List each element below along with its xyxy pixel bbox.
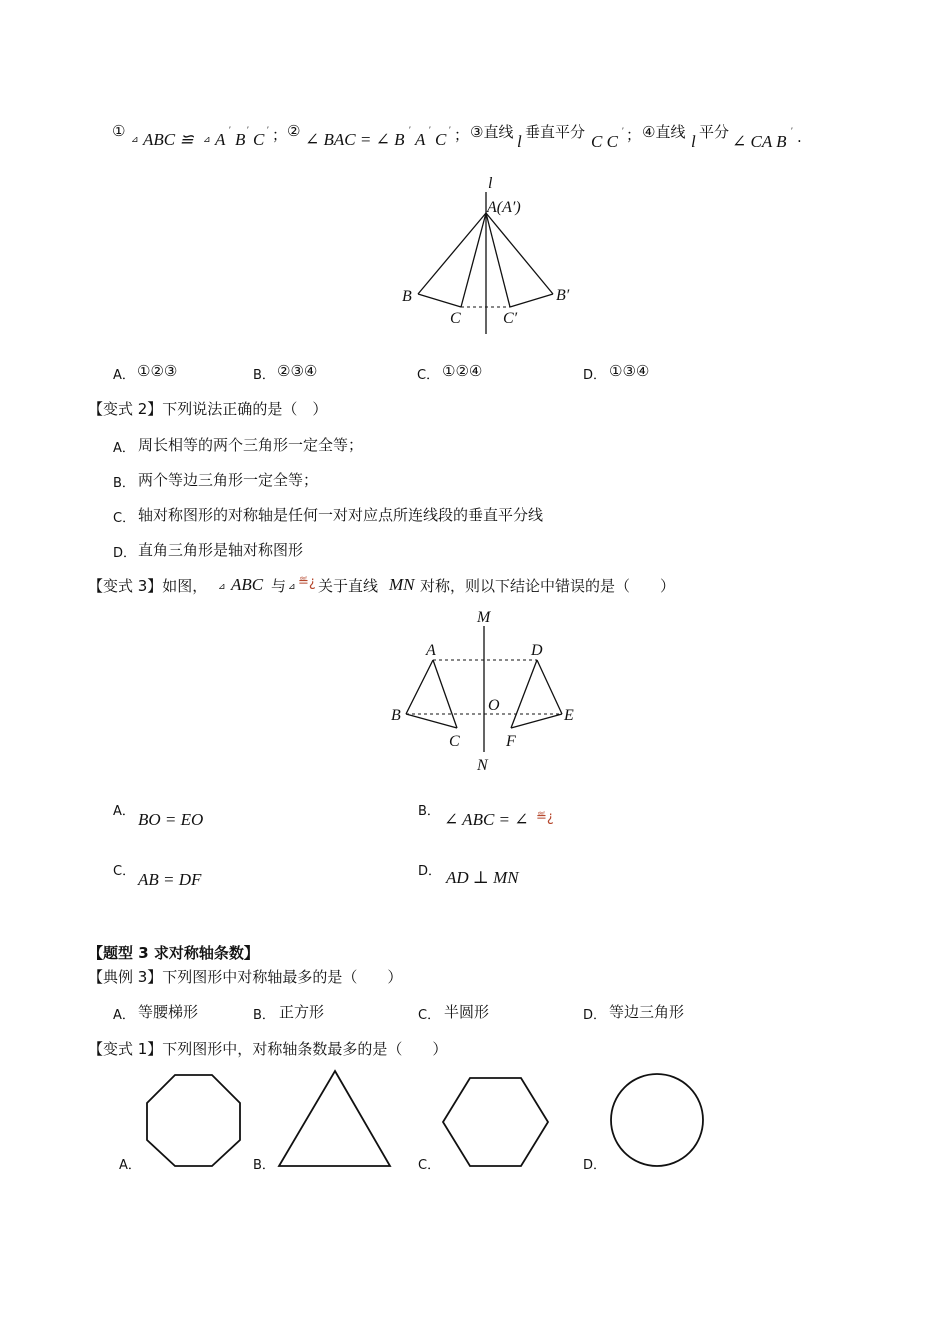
stmt3-cc: C C	[591, 132, 618, 151]
option-d[interactable]: 等边三角形	[609, 1003, 685, 1021]
stmt1-num: ①	[112, 122, 126, 140]
q3-title-mn: MN	[389, 575, 415, 594]
triangle-shape[interactable]	[279, 1071, 390, 1166]
label-A: A	[426, 642, 436, 659]
option-letter-b[interactable]: B．	[253, 1158, 275, 1173]
label-A: A(A′)	[487, 199, 521, 216]
option-d[interactable]: ①③④	[609, 362, 650, 380]
label-B: B	[391, 707, 401, 724]
label-N: N	[477, 757, 488, 774]
separator: ；	[272, 126, 288, 144]
stmt1-math-d: C	[253, 130, 265, 149]
q3-title-b: 与	[271, 577, 287, 595]
stmt2-math-c: C	[435, 130, 447, 149]
period: .	[797, 128, 802, 146]
stmt2-num: ②	[287, 122, 301, 140]
option-letter: B．	[113, 476, 135, 491]
stmt4-mid: 平分	[699, 123, 730, 141]
option-c[interactable]: AB = DF	[138, 870, 202, 889]
option-a[interactable]: 等腰梯形	[138, 1003, 199, 1021]
option-b[interactable]: 正方形	[279, 1003, 325, 1021]
stmt3-text: ③直线	[470, 123, 514, 141]
option-letter: C．	[113, 511, 136, 526]
stmt1-math-b: A	[215, 130, 226, 149]
circle-shape[interactable]	[611, 1074, 703, 1166]
separator: ；	[626, 126, 642, 144]
option-letter: D．	[583, 368, 607, 383]
option-letter-c[interactable]: C．	[418, 1158, 441, 1173]
label-D: D	[531, 642, 543, 659]
stmt3-mid: 垂直平分	[525, 123, 586, 141]
option-b[interactable]: 两个等边三角形一定全等；	[138, 471, 319, 489]
option-letter-a[interactable]: A．	[119, 1158, 141, 1173]
option-b[interactable]: ②③④	[277, 362, 318, 380]
q5-title: 【变式 1】下列图形中，对称轴条数最多的是（ ）	[88, 1040, 448, 1058]
q3-title-a: 【变式 3】如图，	[88, 577, 208, 595]
label-F: F	[506, 733, 516, 750]
triangle-symbol: ⊿	[131, 134, 139, 144]
q4-title: 【典例 3】下列图形中对称轴最多的是（ ）	[88, 968, 403, 986]
stmt4-l: l	[691, 132, 696, 151]
stmt2-math-b: A	[415, 130, 426, 149]
option-a[interactable]: ①②③	[137, 362, 178, 380]
option-b[interactable]: ∠ ABC = ∠	[444, 810, 529, 829]
label-E: E	[564, 707, 574, 724]
q3-title-garble: ≝¿	[298, 575, 316, 590]
option-letter: B．	[253, 368, 275, 383]
stmt1-math-c: B	[235, 130, 246, 149]
option-letter: D．	[583, 1008, 607, 1023]
q3-title-abc: ABC	[231, 575, 264, 594]
option-letter: D．	[113, 546, 137, 561]
option-letter-d[interactable]: D．	[583, 1158, 607, 1173]
prime-mark: ′	[429, 125, 431, 135]
label-l: l	[488, 175, 493, 192]
triangle-symbol: ⊿	[203, 134, 211, 144]
option-c[interactable]: 轴对称图形的对称轴是任何一对对应点所连线段的垂直平分线	[138, 506, 544, 524]
option-letter: A．	[113, 368, 135, 383]
prime-mark: ′	[449, 125, 451, 135]
stmt1-math-a: ABC ≌	[143, 130, 194, 149]
prime-mark: ′	[409, 125, 411, 135]
option-letter: C．	[418, 1008, 441, 1023]
separator: ；	[454, 126, 470, 144]
option-letter: C．	[417, 368, 440, 383]
prime-mark: ′	[267, 125, 269, 135]
option-letter: A．	[113, 804, 135, 819]
option-a[interactable]: BO = EO	[138, 810, 204, 829]
option-d[interactable]: 直角三角形是轴对称图形	[138, 541, 304, 559]
option-letter: A．	[113, 441, 135, 456]
q2-title: 【变式 2】下列说法正确的是（ ）	[88, 400, 328, 418]
option-c[interactable]: ①②④	[442, 362, 483, 380]
option-letter: D．	[418, 864, 442, 879]
option-d[interactable]: AD ⊥ MN	[446, 868, 519, 887]
section-title: 【题型 3 求对称轴条数】	[88, 944, 259, 962]
q3-title-c: 关于直线	[318, 577, 379, 595]
label-C: C	[450, 310, 461, 327]
triangle-symbol: ⊿	[218, 581, 226, 591]
label-C-prime: C′	[503, 310, 518, 327]
prime-mark: ′	[791, 126, 793, 136]
q3-title-d: 对称，则以下结论中错误的是（ ）	[420, 577, 676, 595]
label-C: C	[449, 733, 460, 750]
option-letter: C．	[113, 864, 136, 879]
label-B: B	[402, 288, 412, 305]
label-B-prime: B′	[556, 287, 570, 304]
prime-mark: ′	[229, 125, 231, 135]
option-c[interactable]: 半圆形	[444, 1003, 490, 1021]
label-O: O	[488, 697, 500, 714]
option-letter: B．	[253, 1008, 275, 1023]
prime-mark: ′	[622, 126, 624, 136]
stmt4-math: ∠ CA B	[732, 132, 787, 151]
option-letter: A．	[113, 1008, 135, 1023]
option-letter: B．	[418, 804, 440, 819]
triangle-symbol: ⊿	[288, 581, 296, 591]
stmt4-text: ④直线	[642, 123, 686, 141]
prime-mark: ′	[247, 125, 249, 135]
octagon-shape[interactable]	[147, 1075, 240, 1166]
stmt3-l: l	[517, 132, 522, 151]
stmt2-math: ∠ BAC = ∠ B	[305, 130, 405, 149]
label-M: M	[477, 609, 491, 626]
option-b-garble: ≝¿	[536, 810, 554, 825]
hexagon-shape[interactable]	[443, 1078, 548, 1166]
option-a[interactable]: 周长相等的两个三角形一定全等；	[138, 436, 364, 454]
